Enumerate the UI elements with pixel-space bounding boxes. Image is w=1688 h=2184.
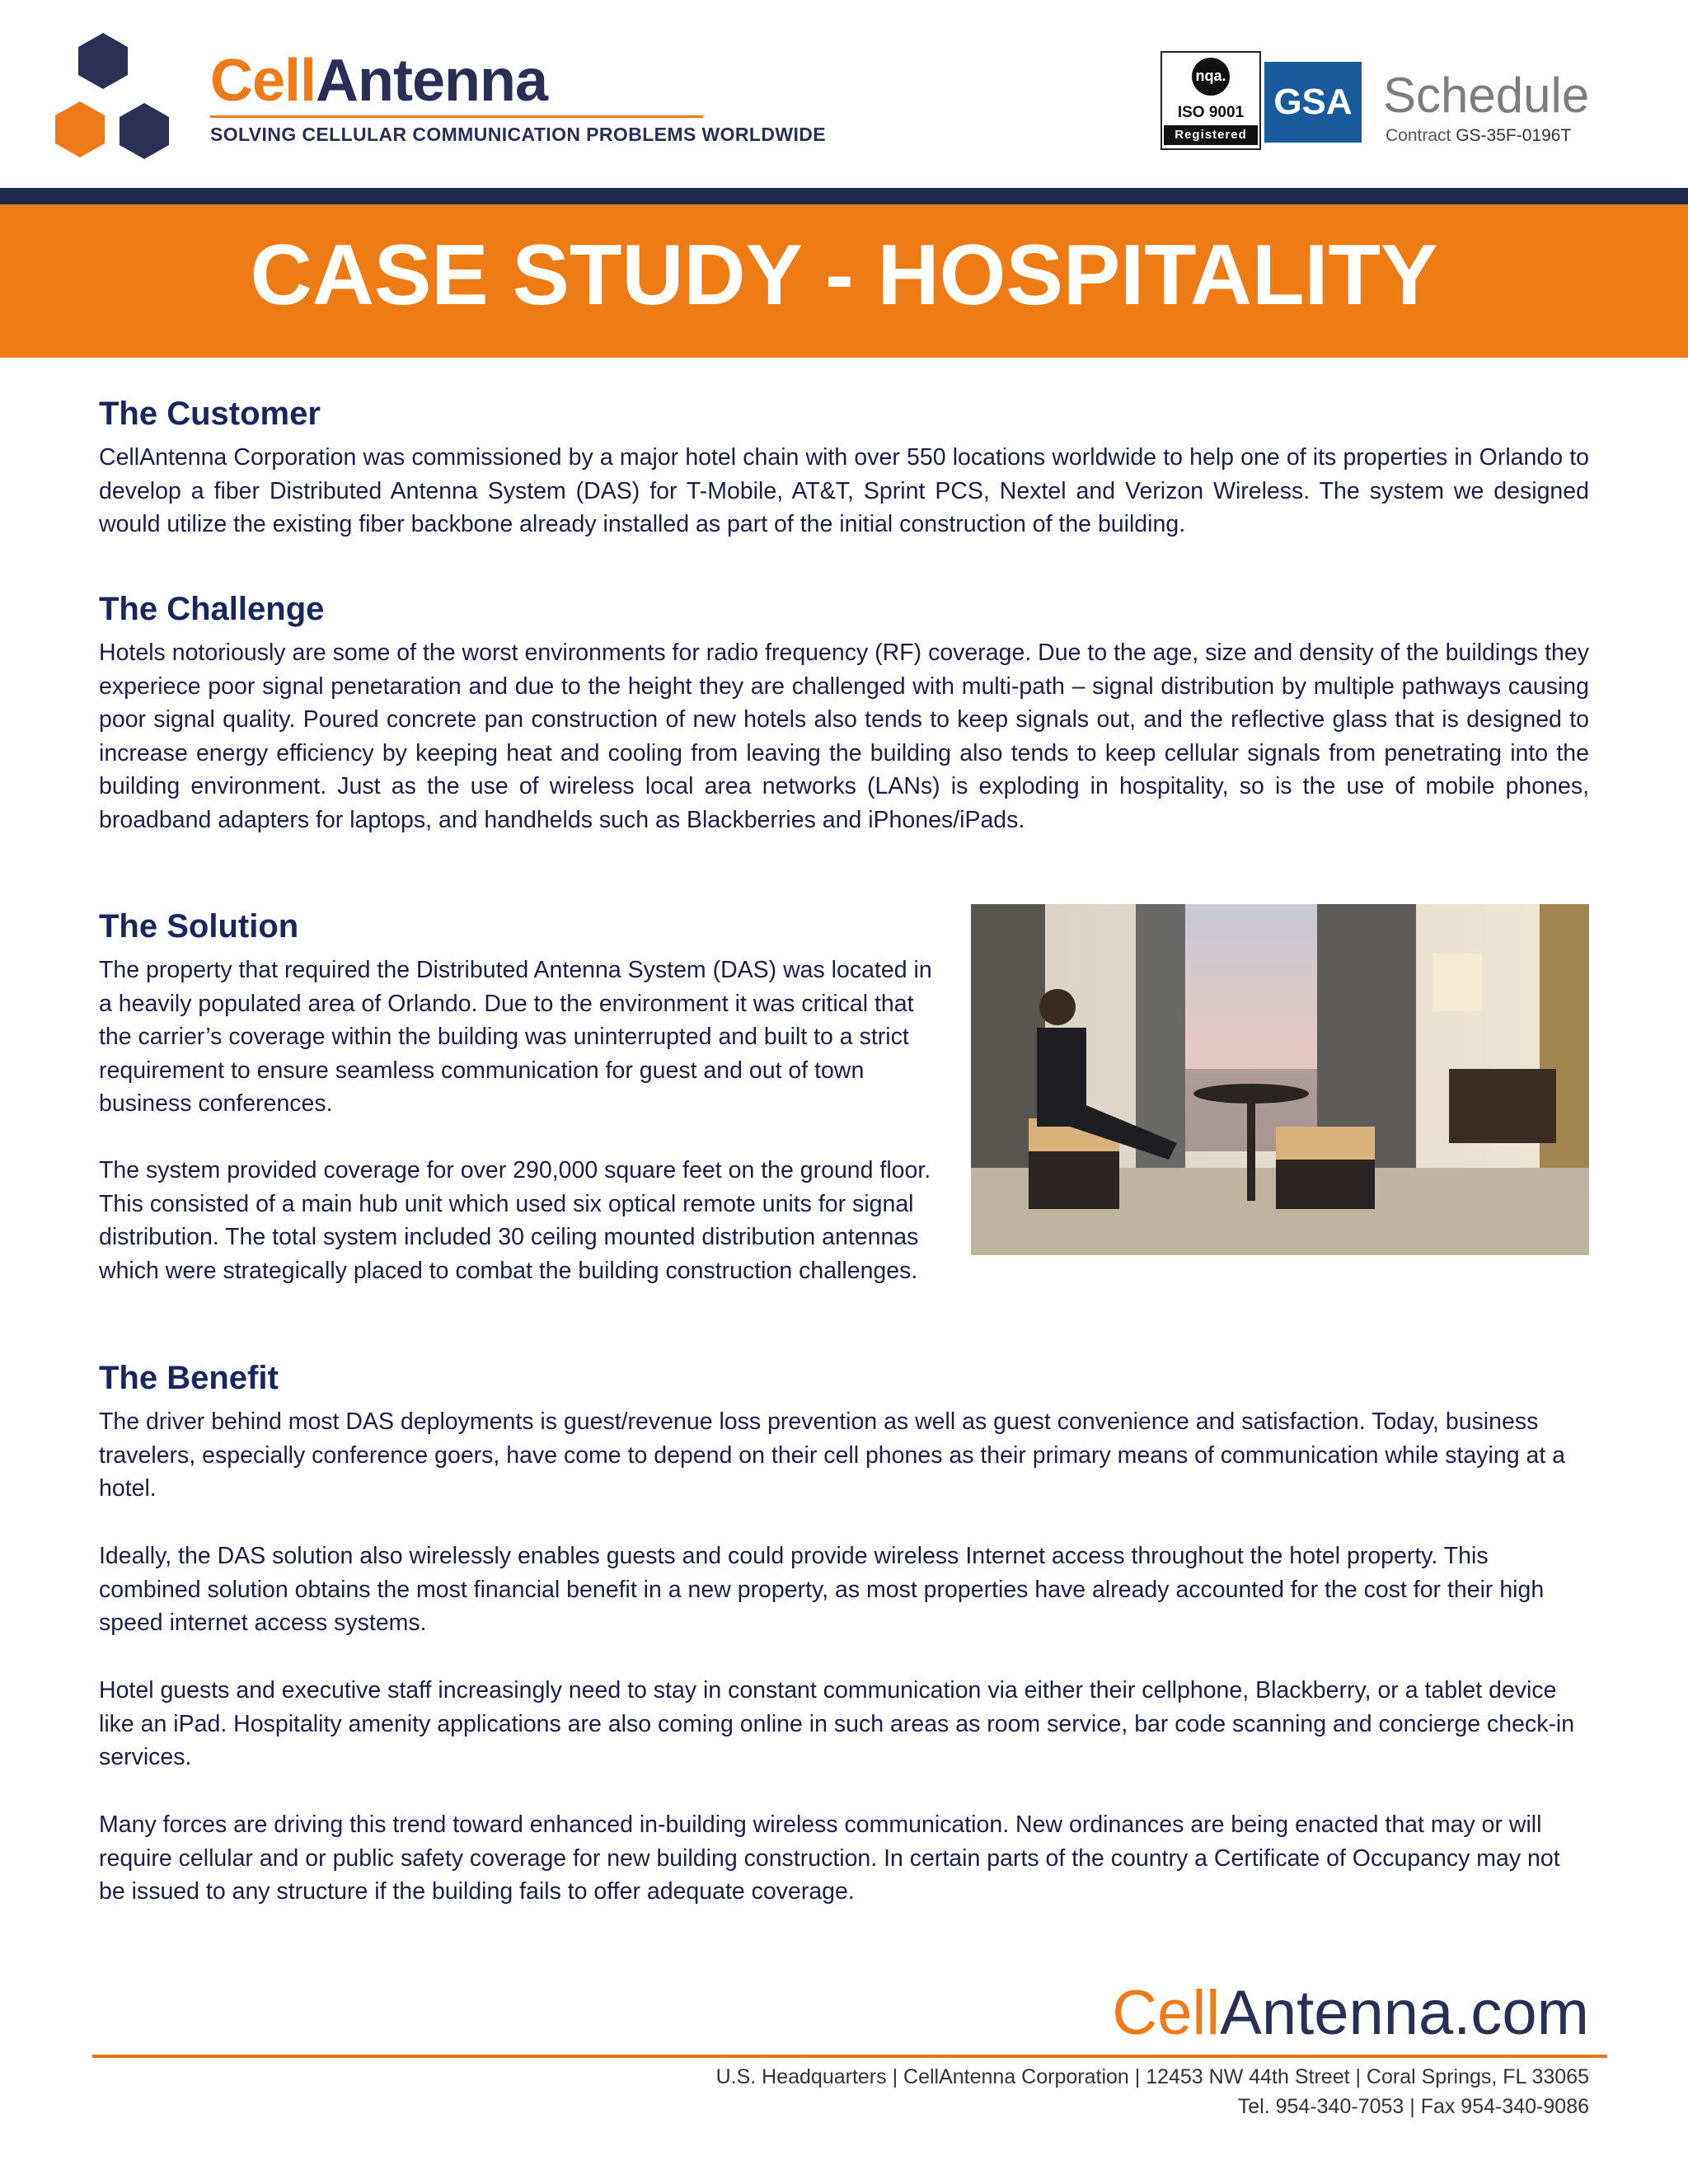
iso-9001-badge <box>1160 51 1261 150</box>
solution-heading: The Solution <box>99 908 299 944</box>
gsa-badge: GSA <box>1264 62 1362 143</box>
nqa-mark: nqa. <box>1192 58 1230 96</box>
footer-website: CellAntenna.com <box>1112 1978 1589 2048</box>
benefit-heading: The Benefit <box>99 1360 279 1396</box>
customer-heading: The Customer <box>99 396 321 432</box>
page-title: CASE STUDY - HOSPITALITY <box>250 227 1438 323</box>
footer-divider <box>92 2055 1607 2058</box>
iso-label: ISO 9001 <box>1177 104 1245 121</box>
hotel-room-photo <box>971 904 1589 1255</box>
registered-label: Registered <box>1164 125 1258 145</box>
hotel-room-illustration <box>971 904 1589 1255</box>
benefit-body-4: Many forces are driving this trend toward enhanced in-building wireless communication. New ordinances are being enacted that may or will require cellular and or public safety coverage for new building construction. In certain parts of the country a Certificate of Occupancy may not be issued to any structure if the building fails to offer adequate coverage. <box>99 1811 1560 1905</box>
brand-tagline: SOLVING CELLULAR COMMUNICATION PROBLEMS WORLDWIDE <box>210 124 827 145</box>
benefit-body-1: The driver behind most DAS deployments is guest/revenue loss prevention as well as guest convenience and satisfaction. Today, business travelers, especially conference goers, have come to depend on their cell phones as their primary means of communication while staying at a hotel. <box>99 1408 1566 1502</box>
solution-body-1: The property that required the Distributed Antenna System (DAS) was located in a heavily populated area of Orlando. Due to the environment it was critical that the carrier’s coverage within the building was uninterrupted and built to a strict requirement to ensure seamless communication for guest and out of town business conferences. <box>99 957 932 1118</box>
challenge-body: Hotels notoriously are some of the worst environments for radio frequency (RF) coverage. Due to the age, size and density of the buildings they experiece poor signal penetaration and due to the height they are challenged with multi-path – signal distribution by multiple pathways causing poor signal quality. Poured concrete pan construction of new hotels also tends to keep signals out, and the reflective glass that is designed to increase energy efficiency by keeping heat and cooling from leaving the building also tends to keep cellular signals from penetrating into the building environment. Just as the use of wireless local area networks (LANs) is exploding in hospitality, so is the use of mobile phones, broadband adapters for laptops, and handhelds such as Blackberries and iPhones/iPads. <box>99 640 1589 833</box>
footer-address: U.S. Headquarters | CellAntenna Corporation | 12453 NW 44th Street | Coral Springs, FL 33065 <box>715 2065 1589 2088</box>
page-header <box>0 0 1688 190</box>
cellantenna-logo-icon <box>49 29 206 177</box>
footer-phones: Tel. 954-340-7053 | Fax 954-340-9086 <box>1237 2095 1589 2118</box>
schedule-label: Schedule <box>1383 68 1590 123</box>
solution-body-2: The system provided coverage for over 290,000 square feet on the ground floor. This consisted of a main hub unit which used six optical remote units for signal distribution. The total system included 30 ceiling mounted distribution antennas which were strategically placed to combat the building construction challenges. <box>99 1157 931 1284</box>
customer-body: CellAntenna Corporation was commissioned by a major hotel chain with over 550 locations worldwide to help one of its properties in Orlando to develop a fiber Distributed Antenna System (DAS) for T-Mobile, AT&T, Sprint PCS, Nextel and Verizon Wireless. The system we designed would utilize the existing fiber backbone already installed as part of the initial construction of the building. <box>99 444 1589 538</box>
benefit-body-3: Hotel guests and executive staff increasingly need to stay in constant communication via either their cellphone, Blackberry, or a tablet device like an iPad. Hospitality amenity applications are also coming online in such areas as room service, bar code scanning and concierge check-in services. <box>99 1677 1575 1771</box>
brand-wordmark: CellAntenna <box>210 48 548 114</box>
header-divider <box>0 188 1688 204</box>
benefit-body-2: Ideally, the DAS solution also wirelessly enables guests and could provide wireless Internet access throughout the hotel property. This combined solution obtains the most financial benefit in a new property, as most properties have already accounted for the cost for their high speed internet access systems. <box>99 1543 1545 1637</box>
brand-underline <box>210 115 703 118</box>
challenge-heading: The Challenge <box>99 591 325 627</box>
contract-number: Contract GS-35F-0196T <box>1386 126 1572 145</box>
